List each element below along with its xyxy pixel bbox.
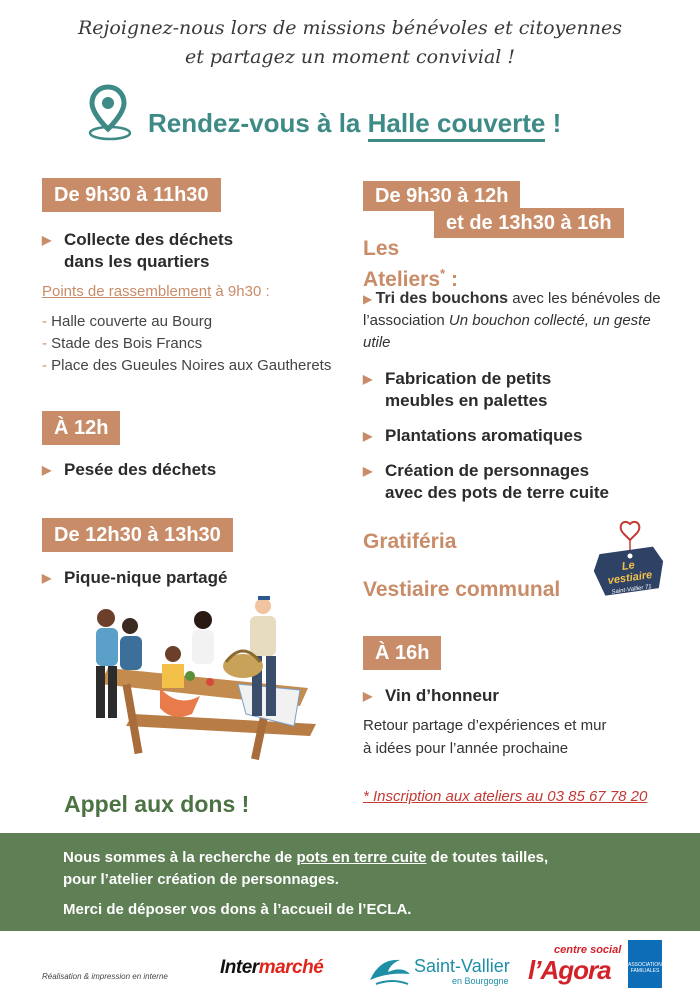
atelier-creation <box>363 460 609 504</box>
item-collecte <box>42 229 233 273</box>
time-badge-ateliers-1: De 9h30 à 12h <box>363 181 520 211</box>
appel-heading: Appel aux dons ! <box>64 791 250 817</box>
rendezvous-heading <box>148 108 561 139</box>
location-pin-icon <box>88 83 134 141</box>
rendezvous-place: Halle couverte <box>368 108 546 142</box>
saint-vallier-name: Saint-Vallier <box>414 956 510 976</box>
credit-text: Réalisation & impression en interne <box>42 972 168 981</box>
saint-vallier-logo <box>366 948 516 988</box>
item-piquenique <box>42 567 227 589</box>
intermarche-logo: Intermarché <box>220 957 324 978</box>
atelier-tri-text: avec les bénévoles de l’association <box>363 290 661 329</box>
retour-line-2: à idées pour l’année prochaine <box>363 740 569 757</box>
atelier-tri-bouchons <box>363 288 673 354</box>
time-badge-ateliers-2: et de 13h30 à 16h <box>434 208 624 238</box>
list-item: - Halle couverte au Bourg <box>42 313 213 330</box>
atelier-fabrication <box>363 368 551 412</box>
ateliers-title-line-1: Les <box>363 237 400 260</box>
gathering-points-label: Points de rassemblement <box>42 283 212 300</box>
atelier-fabrication-line-1: ▶ Fabrication de petits <box>385 369 552 388</box>
gratiferia-heading: Gratiféria <box>363 530 457 553</box>
donation-highlight: pots en terre cuite <box>296 849 427 866</box>
vestiaire-heading: Vestiaire communal <box>363 578 561 601</box>
time-badge-morning: De 9h30 à 11h30 <box>42 178 221 212</box>
item-vin-label: ▶ Vin d’honneur <box>385 686 499 705</box>
agora-main: l’Agora <box>528 955 611 985</box>
rendezvous-suffix: ! <box>545 108 562 138</box>
atelier-tri-italic: Un bouchon collecté, un geste utile <box>363 312 651 351</box>
saint-vallier-sub: en Bourgogne <box>452 976 509 986</box>
list-item: - Place des Gueules Noires aux Gautherets <box>42 357 332 374</box>
retour-line-1: Retour partage d’expériences et mur <box>363 717 607 734</box>
ateliers-asterisk: * <box>440 266 446 281</box>
gathering-points-time: à 9h30 : <box>211 283 270 300</box>
atelier-fabrication-line-2: meubles en palettes <box>385 391 548 410</box>
item-vin <box>363 685 499 707</box>
atelier-plantations-label: ▶ Plantations aromatiques <box>385 426 583 445</box>
vestiaire-tag-line-1: Le vestiaire <box>607 559 653 588</box>
donation-paragraph-1: Nous sommes à la recherche de pots en terre cuite de toutes tailles, pour l’atelier création de personnages. <box>63 849 549 888</box>
item-collecte-line-1: ▶ Collecte des déchets <box>64 230 234 249</box>
donation-text <box>63 847 693 921</box>
time-badge-16h: À 16h <box>363 636 441 670</box>
gathering-points <box>42 283 270 300</box>
retour-text <box>363 714 606 760</box>
time-badge-lunch: De 12h30 à 13h30 <box>42 518 233 552</box>
atelier-creation-line-2: avec des pots de terre cuite <box>385 483 609 502</box>
item-pesee-label: ▶ Pesée des déchets <box>64 460 217 479</box>
agora-small: centre social <box>554 944 622 956</box>
agora-logo <box>526 944 622 988</box>
item-pesee <box>42 459 216 481</box>
atelier-plantations <box>363 425 582 447</box>
ateliers-colon: : <box>445 268 458 291</box>
arrow-right-icon: ▶ <box>363 292 376 306</box>
caf-logo: ASSOCIATIONS FAMILIALES <box>628 940 662 988</box>
rendezvous-prefix: Rendez-vous à la <box>148 108 368 138</box>
inscription-link[interactable]: * Inscription aux ateliers au 03 85 67 78 20 <box>363 788 648 805</box>
intro-line-1: Rejoignez-nous lors de missions bénévoles et citoyennes <box>77 17 623 39</box>
atelier-tri-bold: Tri des bouchons <box>375 290 509 307</box>
places-list <box>42 311 331 377</box>
heart-icon <box>621 522 640 540</box>
ateliers-title-line-2: Ateliers <box>363 268 441 291</box>
people-picnic-illustration <box>78 596 323 766</box>
ateliers-title <box>363 236 458 292</box>
list-item: - Stade des Bois Francs <box>42 335 203 352</box>
intro-text <box>0 14 700 72</box>
intro-line-2: et partagez un moment convivial ! <box>184 46 516 68</box>
saint-vallier-bird-icon <box>366 952 412 988</box>
donation-paragraph-2: Merci de déposer vos dons à l’accueil de l’ECLA. <box>63 901 412 918</box>
item-piquenique-label: ▶ Pique-nique partagé <box>64 568 228 587</box>
atelier-creation-line-1: ▶ Création de personnages <box>385 461 590 480</box>
time-badge-noon: À 12h <box>42 411 120 445</box>
item-collecte-line-2: dans les quartiers <box>64 252 210 271</box>
vestiaire-tag-line-2: Saint-Vallier 71 <box>611 584 653 596</box>
